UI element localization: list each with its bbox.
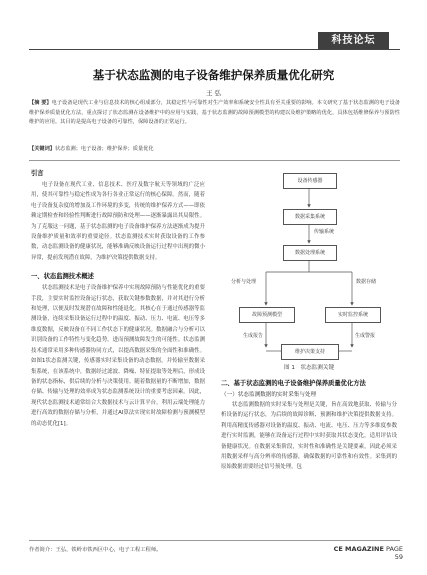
abstract-text: 电子设备是现代工业与信息技术的核心组成部分，其稳定性与可靠性对生产效率和系统安全性具有至关重要的影响。本文研究了基于状态监测的电子设备维护保养质量优化方法，重点探讨了状态监测在设备维护中的应用与实践，基于状态监测的故障预测模型的构建以及维护策略的优化，具体包括维修保养与预防性维护的应用。其目的是提高电子设备的可靠性，保障设备的正常运行。	[29, 100, 400, 125]
header-rule	[29, 49, 400, 50]
footer-rule	[29, 540, 400, 541]
intro-heading: 引言	[31, 170, 44, 177]
magazine-name: CE MAGAZINE	[333, 545, 384, 553]
keywords-text: 状态监测；电子设备；维护保养；质量优化	[54, 146, 154, 152]
subsection1-paragraph: 状态监测数据的实时采集与处理是关键，旨在高效地获取、传输与分析设备的运行状态，为后续的故障诊断、预测和维护决策提供数据支持。利用高精度传感器对设备的温度、振动、电流、电压、压力等多维度参数进行实时监测，能够在设备运行过程中实时获取其状态变化，适用评估设备健康状况。在数据采集阶段，实时性和准确性是关键要素，因此必须采用数据采样与高分辨率的传感器，确保数据的可靠性和有效性。采集到的原始数据需要经过信号预处理，包	[221, 402, 397, 471]
author-name: 王 弘	[205, 89, 222, 97]
abstract	[29, 99, 400, 128]
node-realtime-system: 实时监控系统	[325, 307, 381, 323]
section1-paragraph: 状态监测技术是电子设备维护保养中实现故障预防与性能优化的重要手段，主要实时监控设备运行状态，获取关键参数数据，并对其进行分析和处理，以便及时发现潜在故障和性能退化。其核心在于通过传感器等监测设备，连续采集设备运行过程中的温度、振动、压力、电流、电压等多维度数据，反映设备在不同工作状态下的健康状况。数据融合与分析可以识别设备的工作特性与变化趋势，进而预测故障发生的可能性。状态监测技术通常采用多种传感器协同方式，以提高数据采集的全面性和准确性。如图1状态监测关键，传感器实时采集设备的动态数据，并传输至数据采集系统，在该系统中，数据经过滤波、降噪、特征提取等处理后，形成设备的状态指标，供后续的分析与决策使用。随着数据量的不断增加，数据存储、传输与处理的效率成为状态监测系统设计的重要考虑因素。因此，现代状态监测技术通常结合大数据技术与云计算平台，利用云端处理能力进行高效的数据存储与分析，并通过AI算法实现实时故障检测与预测模型的动态优化[1]。	[31, 285, 205, 427]
label-storage: 数据存储	[356, 279, 377, 285]
intro-paragraph: 电子设备在现代工业、信息技术、医疗及数字航天等领域的广泛应用，使其可靠性与稳定性成为各行各业正常运行的核心保障。然而，随着电子设备复杂度的增加及工作环境的多变，传统的维护保养方式——即依赖定期检查和经验性判断进行故障预防和处理——逐渐暴露出其局限性。为了克服这一问题，基于状态监测的电子设备维护保养方法逐渐成为提升设备维护质量和效率的重要途径。状态监测技术实时获取设备的工作参数，动态监测设备的健康状况，能够准确反映设备运行过程中出现的微小异常，提前发现潜在故障，为维护决策提供数据支持。	[31, 182, 205, 261]
page-number: 59	[394, 553, 403, 561]
keywords-label: 【关键词】	[29, 146, 55, 152]
abstract-rule	[29, 160, 400, 161]
diagram-connectors	[221, 166, 397, 360]
node-decision-support: 维护决策支持	[281, 344, 339, 360]
node-equipment-sensor: 设备传感器	[283, 173, 337, 189]
author-note: 作者简介：王弘，铁岭市铁西区中心，电子工程工程师。	[29, 547, 162, 553]
abstract-label: 【摘 要】	[29, 100, 52, 106]
node-processing-system: 数据处理系统	[283, 245, 337, 261]
page-footer	[333, 545, 403, 561]
node-fault-model: 故障预测模型	[239, 307, 295, 323]
left-column	[31, 168, 205, 429]
right-column	[221, 378, 397, 473]
page-label: PAGE	[386, 545, 403, 553]
subsection1-heading: （一）状态监测数据的实时采集与处理	[221, 392, 317, 398]
figure-caption: 图 1 状态监测关键	[283, 365, 335, 371]
label-transmission: 传输系统	[314, 229, 335, 235]
section2-heading: 二、基于状态监测的电子设备维护保养质量优化方法	[221, 380, 366, 387]
article-title: 基于状态监测的电子设备维护保养质量优化研究	[92, 68, 335, 82]
section1-heading: 一、状态监测技术概述	[31, 273, 94, 281]
label-report: 生成报告	[243, 333, 264, 339]
node-acquisition-system: 数据采集系统	[283, 209, 337, 225]
keywords	[29, 145, 400, 152]
label-alarm: 生成警报	[355, 333, 376, 339]
section-tag: 科技论坛	[318, 32, 389, 49]
status-monitoring-diagram	[221, 166, 397, 360]
label-analysis: 分析与处理	[231, 279, 257, 285]
